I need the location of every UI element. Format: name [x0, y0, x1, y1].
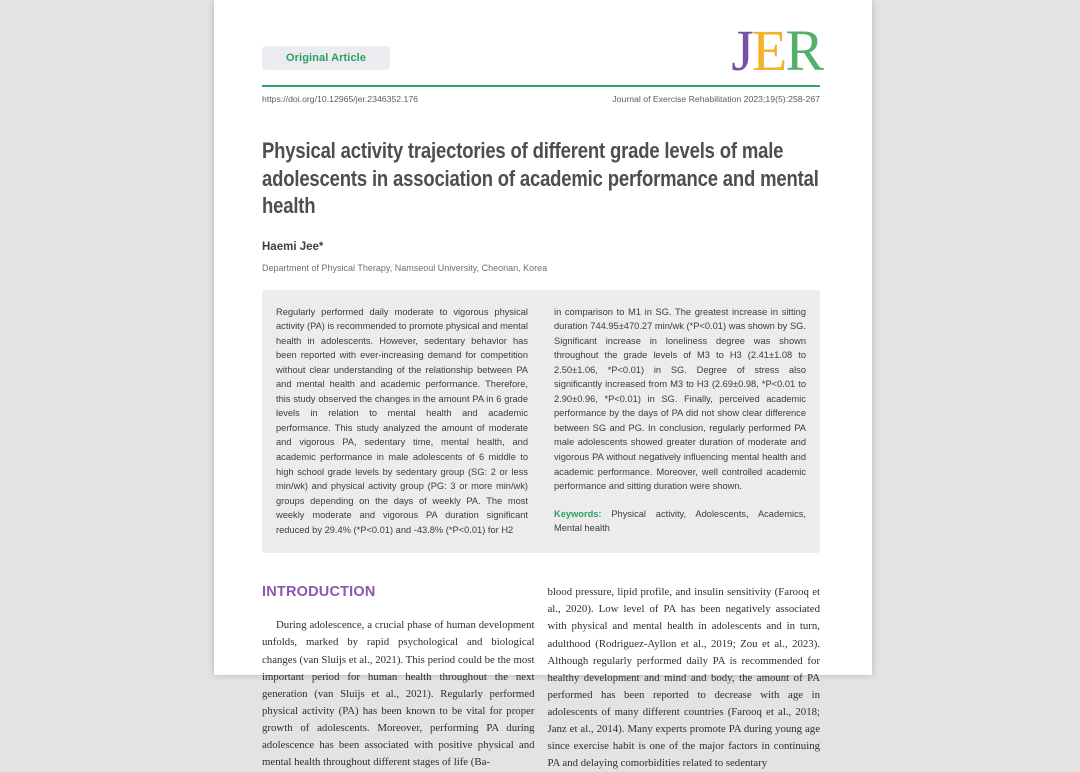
keywords-line [554, 507, 806, 536]
logo-letter-j: J [731, 18, 752, 83]
introduction-heading: INTRODUCTION [262, 584, 376, 601]
intro-left-text: During adolescence, a crucial phase of human development unfolds, marked by rapid psychological and biological changes (van Sluijs et al., 2021). This period could be the most important period for human health throughout the next generation (van Sluijs et al., 2021). Regularly performed physical activity (PA) has been known to be vital for proper growth of adolescents. Moreover, performing PA during adolescence has been associated with positive physical and mental health throughout different stages of life (Ba- [262, 619, 535, 769]
page-content [214, 0, 872, 770]
intro-column-left [262, 584, 535, 772]
journal-citation: Journal of Exercise Rehabilitation 2023;19(5):258-267 [612, 94, 820, 104]
doi-row [262, 94, 820, 104]
abstract-column-right [554, 305, 806, 538]
logo-letter-e: E [751, 18, 786, 83]
header-divider [262, 85, 820, 87]
journal-page [214, 0, 872, 770]
abstract-box [262, 290, 820, 554]
logo-letter-r: R [785, 18, 822, 83]
keywords-text: Physical activity, Adolescents, Academics, Mental health [554, 508, 806, 534]
author-affiliation: Department of Physical Therapy, Namseoul University, Cheonan, Korea [262, 262, 548, 273]
introduction-section [262, 584, 820, 772]
article-type-label: Original Article [286, 52, 367, 64]
article-title: Physical activity trajectories of different grade levels of male adolescents in association of academic performance and mental health [262, 138, 819, 218]
abstract-column-left: Regularly performed daily moderate to vigorous physical activity (PA) is recommended to promote physical and mental health in adolescents. However, sedentary behavior has been reported with ever-increasing demand for competition without clear understanding of the relationship between PA and mental health and academic performance. Therefore, this study observed the changes in the amount PA in 6 grade levels in relation to mental health and academic performance. This study analyzed the amount of moderate and vigorous PA, sedentary time, mental health, and academic performance in male adolescents of 6 middle to high school grade levels by sedentary group (SG: 2 or less min/wk) and physical activity group (PG: 3 or more min/wk) groups depending on the days of weekly PA. The most weekly moderate and vigorous PA duration significant reduced by 29.4% (*P<0.01) and -43.8% (*P<0.01) for H2 [276, 306, 528, 535]
abstract-right-text: in comparison to M1 in SG. The greatest increase in sitting duration 744.95±470.27 min/wk (*P<0.01) was shown by SG. Significant increase in loneliness degree was shown throughout the grade levels of M3 to H3 (2.41±1.08 to 2.50±1.06, *P<0.01) in SG. Degree of stress also significantly increased from M3 to H3 (2.69±0.98, *P<0.01 to 2.90±0.96, *P<0.01) in SG. Finally, perceived academic performance by the days of PA did not show clear difference between SG and PG. In conclusion, regularly performed PA male adolescents showed greater duration of moderate and vigorous PA without negatively influencing mental health and academic performance. Moreover, well controlled academic performance and sitting duration were shown. [554, 306, 806, 492]
intro-column-right: blood pressure, lipid profile, and insulin sensitivity (Farooq et al., 2020). Low level of PA has been negatively associated with physical and mental health in adolescents and in turn, adulthood (Rodriguez-Ayllon et al., 2019; Zou et al., 2023). Although regularly performed daily PA is recommended for healthy development and mind and body, the amount of PA performed has been reported to decrease with age in adolescents of many different countries (Farooq et al., 2018; Janz et al., 2014). Many experts promote PA during young age since exercise habit is one of the major factors in continuing PA and delaying comorbidities related to sedentary [547, 586, 820, 770]
keywords-label: Keywords: [554, 508, 602, 519]
journal-logo [731, 18, 822, 83]
article-type-badge [262, 46, 390, 70]
doi-link[interactable]: https://doi.org/10.12965/jer.2346352.176 [262, 94, 419, 104]
author-name: Haemi Jee* [262, 240, 324, 253]
